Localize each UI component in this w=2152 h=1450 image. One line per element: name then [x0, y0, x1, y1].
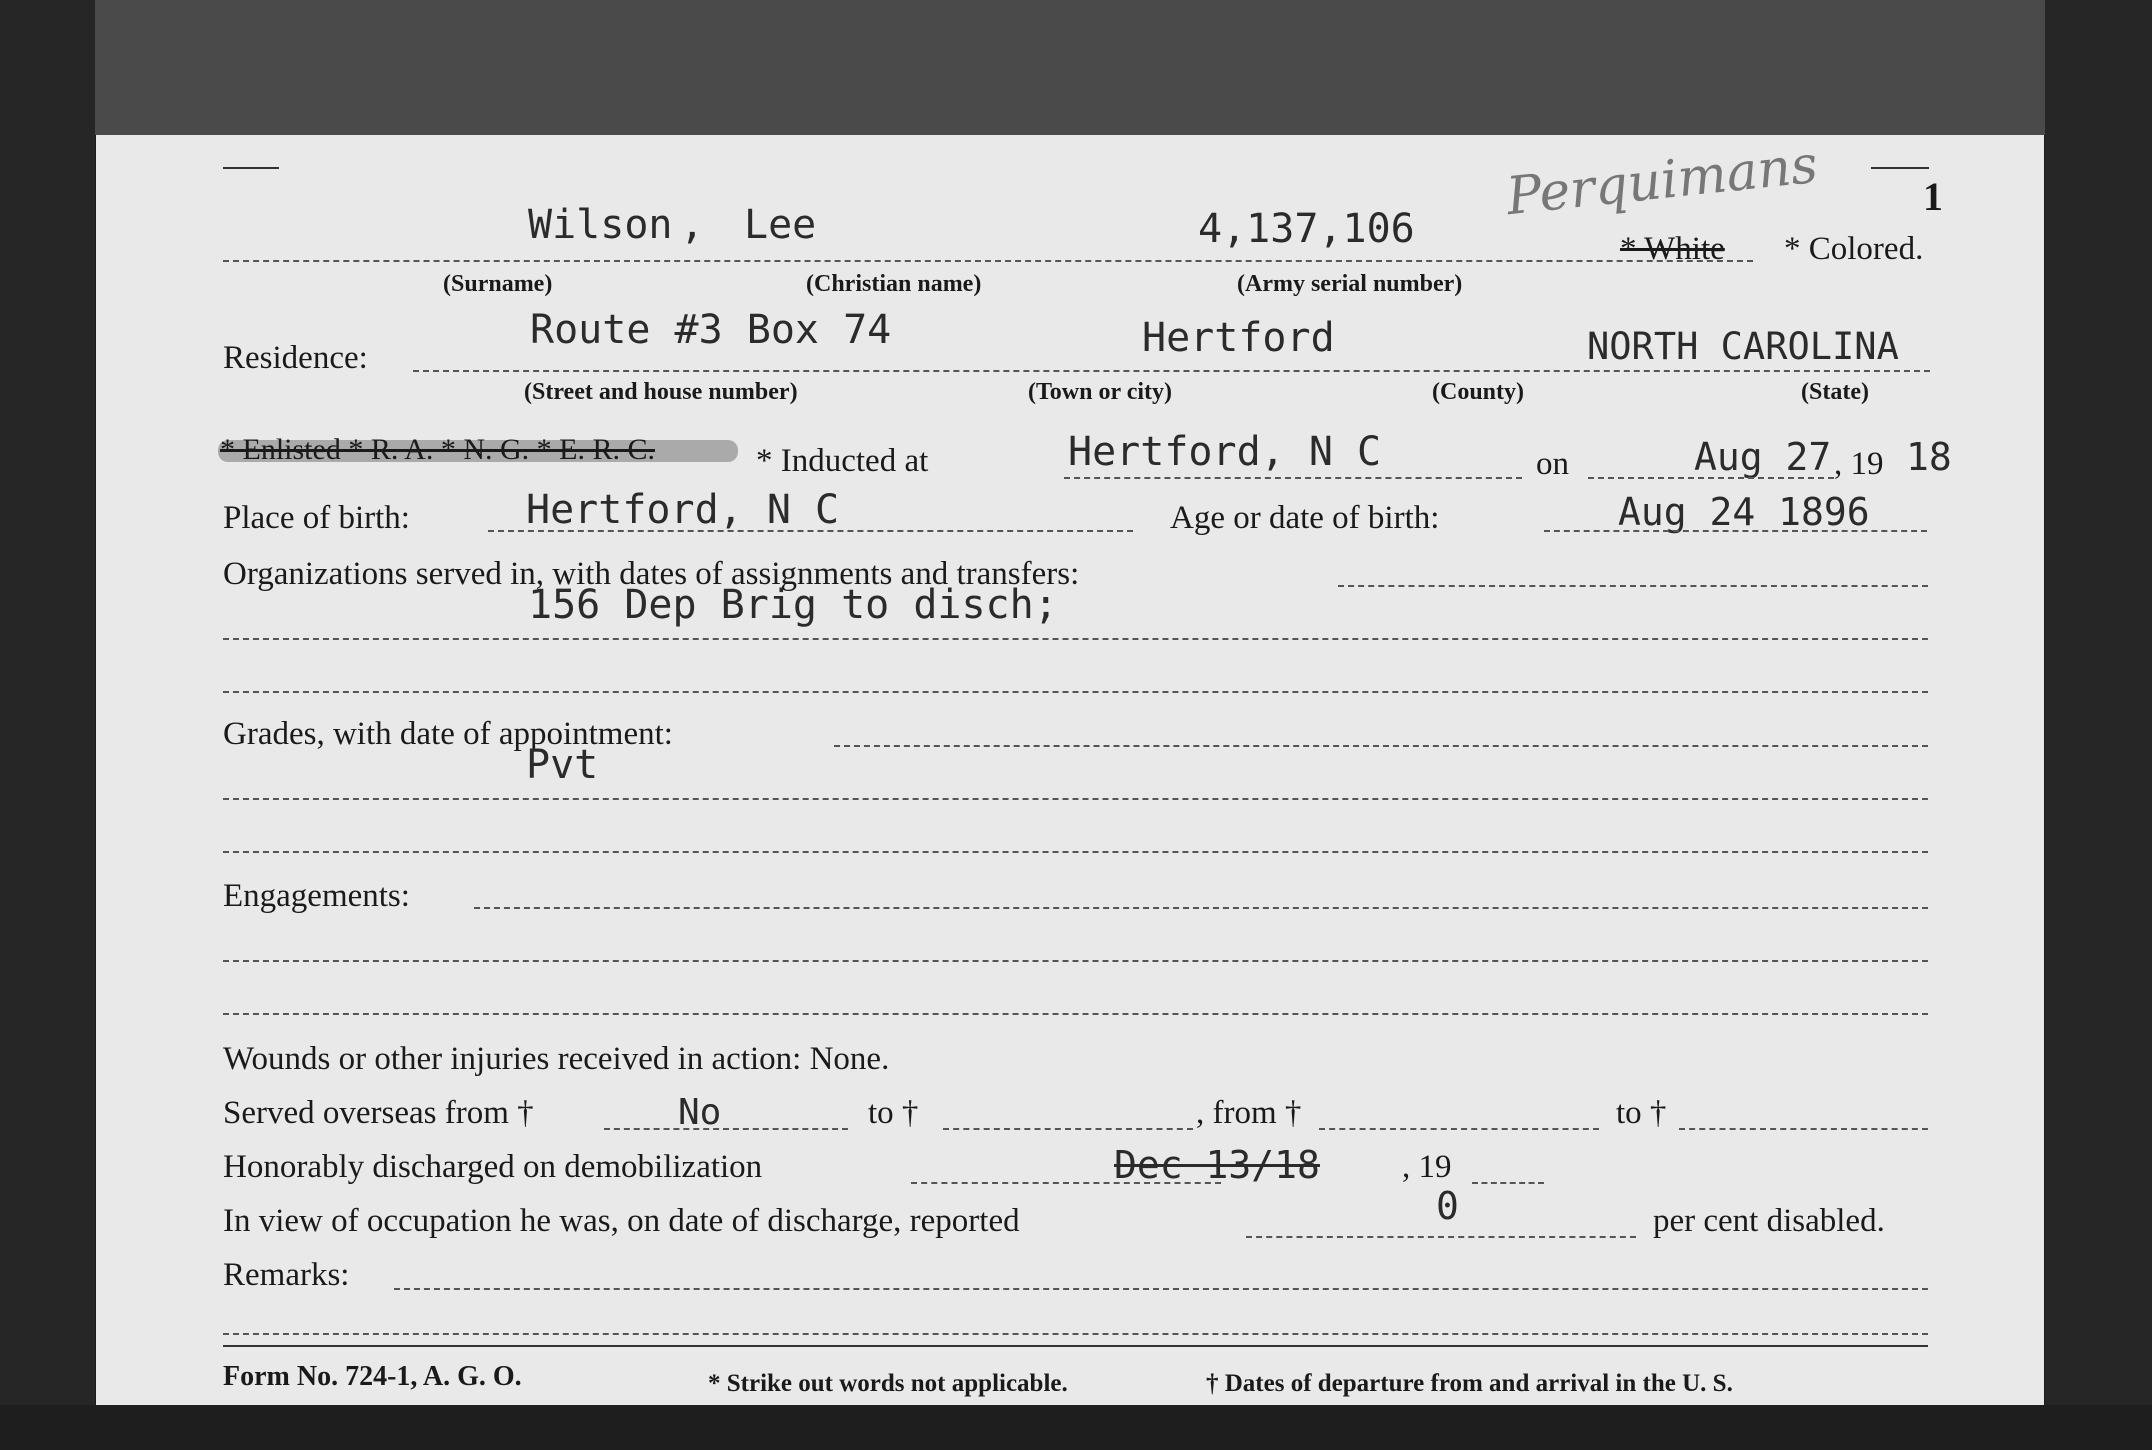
wounds-label: Wounds or other injuries received in action: None.: [223, 1041, 890, 1077]
on-label: on: [1536, 446, 1569, 482]
dates-note: † Dates of departure from and arrival in the U. S.: [1206, 1370, 1733, 1397]
engagements-line-2: [223, 960, 1928, 962]
engagements-line-1: [474, 907, 1928, 909]
residence-town-value: Hertford: [1142, 315, 1335, 361]
organizations-line-3: [223, 691, 1928, 693]
disability-value: 0: [1436, 1184, 1459, 1228]
overseas-from-line-2: [1319, 1128, 1599, 1130]
grades-line-1: [834, 745, 1928, 747]
grades-line-2: [223, 798, 1928, 800]
race-white: [1620, 233, 1725, 266]
disability-suffix: per cent disabled.: [1653, 1203, 1885, 1239]
inducted-date-value: Aug 27: [1694, 435, 1832, 479]
discharge-label: Honorably discharged on demobilization: [223, 1149, 763, 1185]
grades-line-3: [223, 851, 1928, 853]
organizations-label: Organizations served in, with dates of assignments and transfers:: [223, 556, 1080, 592]
handwritten-county-note: Perquimans: [1503, 135, 1821, 228]
residence-state-value: NORTH CAROLINA: [1587, 325, 1899, 368]
caption-town: (Town or city): [1028, 379, 1172, 405]
card-number: 1: [1923, 174, 1943, 219]
christian-name-value: Lee: [744, 202, 817, 248]
scan-background-right: [2045, 0, 2152, 1450]
inducted-at-label: * Inducted at: [756, 443, 929, 479]
form-number: Form No. 724-1, A. G. O.: [223, 1361, 522, 1392]
discharge-year-line: [1472, 1182, 1544, 1184]
enlistment-struck-text: * Enlisted * R. A. * N. G. * E. R. C.: [220, 433, 656, 466]
scan-background-top: [0, 0, 2152, 135]
date-of-birth-line: [1544, 530, 1927, 532]
name-line: [223, 260, 1753, 262]
inducted-date-line: [1588, 477, 1834, 479]
caption-serial-number: (Army serial number): [1237, 271, 1463, 297]
top-right-rule: [1871, 167, 1929, 169]
served-overseas-label: Served overseas from †: [223, 1095, 534, 1131]
strike-out-note: * Strike out words not applicable.: [708, 1370, 1068, 1397]
remarks-line-2: [223, 1333, 1928, 1335]
organizations-line-1: [1338, 585, 1928, 587]
scan-background-left: [0, 0, 95, 1450]
caption-street: (Street and house number): [524, 379, 798, 405]
engagements-label: Engagements:: [223, 878, 410, 914]
inducted-place-line: [1064, 477, 1522, 479]
overseas-from-label-2: , from †: [1196, 1095, 1302, 1131]
place-of-birth-label: Place of birth:: [223, 500, 410, 536]
overseas-to-line-1: [943, 1128, 1193, 1130]
overseas-to-label-2: to †: [1616, 1095, 1667, 1131]
surname-value: Wilson: [528, 202, 673, 248]
overseas-from-line: [604, 1128, 848, 1130]
place-of-birth-line: [488, 530, 1133, 532]
grades-value: Pvt: [526, 742, 599, 788]
footer-rule: [223, 1345, 1928, 1347]
residence-line: [413, 370, 1930, 372]
discharge-year-prefix: , 19: [1402, 1149, 1452, 1185]
scan-background-bottom: [0, 1405, 2152, 1450]
remarks-label: Remarks:: [223, 1257, 350, 1293]
place-of-birth-value: Hertford, N C: [526, 487, 840, 533]
caption-surname: (Surname): [443, 271, 553, 297]
caption-christian-name: (Christian name): [806, 271, 982, 297]
disability-line: [1246, 1236, 1636, 1238]
overseas-to-label-1: to †: [868, 1095, 919, 1131]
disability-label: In view of occupation he was, on date of discharge, reported: [223, 1203, 1020, 1239]
inducted-place-value: Hertford, N C: [1068, 429, 1382, 475]
name-comma: ,: [680, 202, 705, 248]
caption-county: (County): [1432, 379, 1525, 405]
served-overseas-value: No: [678, 1092, 722, 1133]
age-label: Age or date of birth:: [1170, 500, 1440, 536]
race-white-text: * White: [1620, 231, 1725, 267]
service-record-card: [96, 135, 2044, 1405]
date-of-birth-value: Aug 24 1896: [1618, 490, 1870, 534]
serial-number-value: 4,137,106: [1198, 206, 1415, 252]
remarks-line-1: [394, 1288, 1928, 1290]
residence-label: Residence:: [223, 340, 368, 376]
grades-label: Grades, with date of appointment:: [223, 716, 673, 752]
race-colored: * Colored.: [1784, 231, 1924, 267]
caption-state: (State): [1801, 379, 1869, 405]
top-left-rule: [223, 167, 279, 169]
inducted-year-value: 18: [1906, 435, 1952, 479]
inducted-year-prefix: , 19: [1834, 446, 1884, 482]
overseas-to-line-2: [1679, 1128, 1928, 1130]
discharge-date-text: Dec 13/18: [1114, 1143, 1320, 1187]
residence-street-value: Route #3 Box 74: [530, 307, 892, 353]
discharge-date-value: [1114, 1143, 1320, 1187]
organizations-line-2: [223, 638, 1928, 640]
engagements-line-3: [223, 1013, 1928, 1015]
organizations-value: 156 Dep Brig to disch;: [528, 582, 1058, 628]
